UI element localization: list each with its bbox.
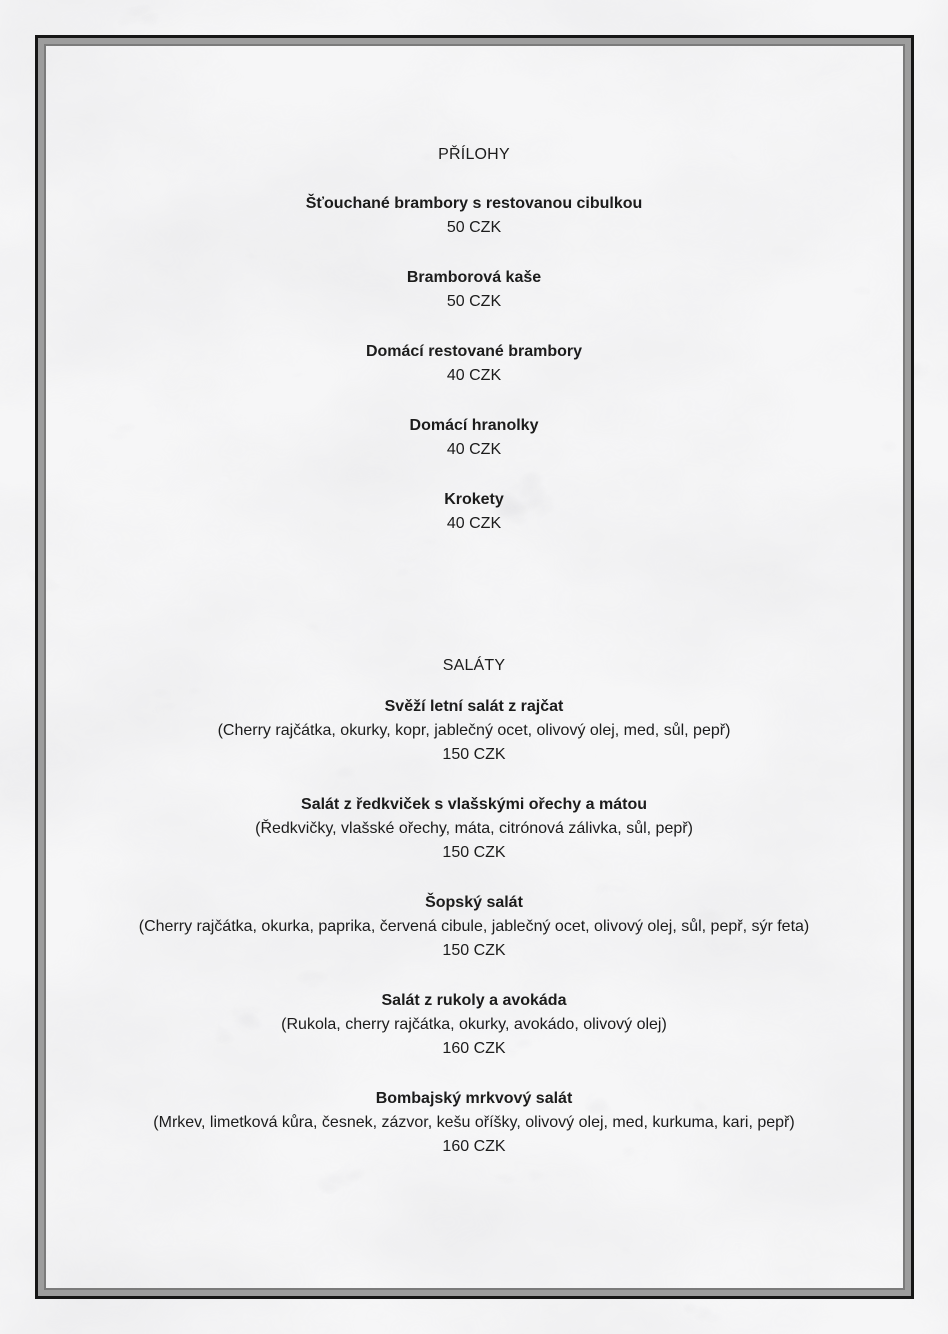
menu-item-description: (Rukola, cherry rajčátka, okurky, avokádo, olivový olej) [281,1016,667,1033]
menu-item-price: 40 CZK [446,367,502,384]
menu-item [46,488,902,536]
menu-item [46,989,902,1061]
menu-item-name: Krokety [444,491,504,508]
menu-item-name: Salát z ředkviček s vlašskými ořechy a mátou [301,796,647,813]
menu-item-description: (Ředkvičky, vlašské ořechy, máta, citrónová zálivka, sůl, pepř) [255,820,693,837]
menu-item-description: (Mrkev, limetková kůra, česnek, zázvor, kešu oříšky, olivový olej, med, kurkuma, kari, pepř) [153,1114,795,1131]
menu-item-description: (Cherry rajčátka, okurka, paprika, červená cibule, jablečný ocet, olivový olej, sůl, pepř, sýr feta) [138,918,810,935]
menu-item-price: 40 CZK [446,441,502,458]
menu-item-price: 50 CZK [446,219,502,236]
menu-item-price: 150 CZK [442,844,506,861]
section-spacer [46,562,902,654]
menu-item-price: 150 CZK [442,746,506,763]
menu-content [46,46,902,1185]
menu-item [46,414,902,462]
menu-item [46,695,902,767]
section-title: SALÁTY [442,657,506,674]
menu-item-price: 160 CZK [442,1040,506,1057]
menu-item-name: Šťouchané brambory s restovanou cibulkou [305,195,643,212]
menu-item-name: Svěží letní salát z rajčat [384,698,564,715]
menu-item-name: Domácí hranolky [409,417,539,434]
menu-item-name: Domácí restované brambory [365,343,583,360]
menu-item-name: Bramborová kaše [406,269,542,286]
menu-item-price: 50 CZK [446,293,502,310]
menu-item [46,266,902,314]
menu-item-price: 150 CZK [442,942,506,959]
menu-item-name: Salát z rukoly a avokáda [381,992,567,1009]
section-title: PŘÍLOHY [438,146,510,163]
menu-item [46,793,902,865]
menu-section-prilohy [46,143,902,536]
menu-item-name: Bombajský mrkvový salát [375,1090,573,1107]
menu-item [46,192,902,240]
menu-section-salaty [46,654,902,1159]
menu-item [46,1087,902,1159]
menu-item-price: 40 CZK [446,515,502,532]
menu-item-price: 160 CZK [442,1138,506,1155]
menu-item [46,340,902,388]
menu-item [46,891,902,963]
menu-item-name: Šopský salát [425,894,523,911]
menu-item-description: (Cherry rajčátka, okurky, kopr, jablečný ocet, olivový olej, med, sůl, pepř) [217,722,731,739]
